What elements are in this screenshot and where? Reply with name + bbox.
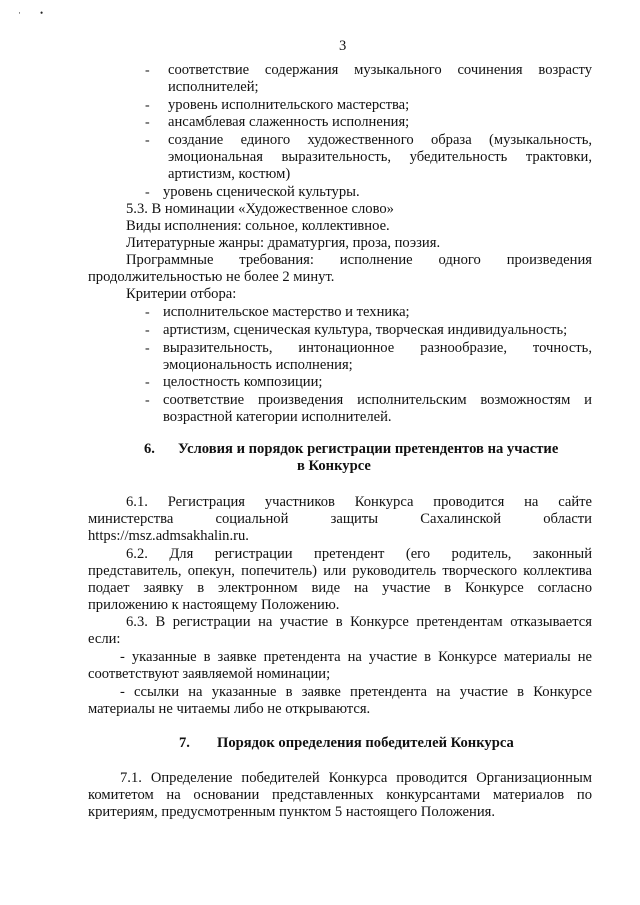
list-dash: -	[145, 185, 150, 200]
paragraph-6-3: 6.3. В регистрации на участие в Конкурсе претендентам отказывается	[126, 614, 592, 630]
section-number: 7.	[179, 735, 190, 751]
paragraph-7-1: 7.1. Определение победителей Конкурса проводится Организационным	[120, 770, 592, 786]
scan-mark: •	[40, 8, 44, 18]
paragraph-6-1-line: министерства социальной защиты Сахалинской области	[88, 511, 592, 527]
program-requirements-continuation: продолжительностью не более 2 минут.	[88, 269, 335, 285]
criteria-title: Критерии отбора:	[126, 286, 237, 302]
list-dash: -	[145, 98, 150, 113]
refusal-reason: - указанные в заявке претендента на участие в Конкурсе материалы не	[120, 649, 592, 665]
list-dash: -	[145, 63, 150, 78]
literary-genres: Литературные жанры: драматургия, проза, поэзия.	[126, 235, 441, 251]
list-dash: -	[145, 305, 150, 320]
list-dash: -	[145, 341, 150, 356]
list-dash: -	[145, 393, 150, 408]
section-heading-continuation: в Конкурсе	[297, 458, 371, 474]
list-item: уровень исполнительского мастерства;	[168, 97, 410, 113]
refusal-reason-line: соответствуют заявляемой номинации;	[88, 666, 331, 682]
section-number: 6.	[144, 441, 155, 457]
list-dash: -	[145, 115, 150, 130]
paragraph-6-2-line: подает заявку в электронном виде на участие в Конкурсе согласно	[88, 580, 592, 596]
list-item-continuation: возрастной категории исполнителей.	[163, 409, 392, 425]
list-dash: -	[145, 375, 150, 390]
list-item: артистизм, сценическая культура, творческая индивидуальность;	[163, 322, 568, 338]
list-item-continuation: эмоциональная выразительность, убедительность трактовки,	[168, 149, 592, 165]
performance-types: Виды исполнения: сольное, коллективное.	[126, 218, 390, 234]
list-item-continuation: исполнителей;	[168, 79, 259, 95]
paragraph-6-1: 6.1. Регистрация участников Конкурса проводится на сайте	[126, 494, 592, 510]
paragraph-6-2-line: представитель, опекун, попечитель) или руководитель творческого коллектива	[88, 563, 592, 579]
list-item: уровень сценической культуры.	[163, 184, 360, 200]
page-number: 3	[339, 38, 347, 54]
refusal-reason-line: материалы не читаемы либо не открываются.	[88, 701, 371, 717]
list-item-continuation: эмоциональность исполнения;	[163, 357, 353, 373]
website-url: https://msz.admsakhalin.ru.	[88, 528, 249, 544]
list-dash: -	[145, 133, 150, 148]
list-item: соответствие произведения исполнительским возможностям и	[163, 392, 592, 408]
list-item: целостность композиции;	[163, 374, 323, 390]
list-item: создание единого художественного образа (музыкальность,	[168, 132, 592, 148]
list-item-continuation: артистизм, костюм)	[168, 166, 291, 182]
scan-mark: ·	[18, 8, 21, 18]
list-dash: -	[145, 323, 150, 338]
section-heading: Условия и порядок регистрации претендентов на участие	[178, 441, 559, 457]
paragraph-6-3-line: если:	[88, 631, 121, 647]
nomination-heading: 5.3. В номинации «Художественное слово»	[126, 201, 394, 217]
paragraph-7-1-line: критериям, предусмотренным пунктом 5 настоящего Положения.	[88, 804, 495, 820]
list-item: исполнительское мастерство и техника;	[163, 304, 410, 320]
list-item: выразительность, интонационное разнообразие, точность,	[163, 340, 592, 356]
program-requirements: Программные требования: исполнение одного произведения	[126, 252, 592, 268]
list-item: ансамблевая слаженность исполнения;	[168, 114, 410, 130]
paragraph-7-1-line: комитетом на основании представленных конкурсантами материалов по	[88, 787, 592, 803]
section-heading: Порядок определения победителей Конкурса	[217, 735, 514, 751]
list-item: соответствие содержания музыкального сочинения возрасту	[168, 62, 592, 78]
paragraph-6-2-line: приложению к настоящему Положению.	[88, 597, 340, 613]
refusal-reason: - ссылки на указанные в заявке претендента на участие в Конкурсе	[120, 684, 592, 700]
paragraph-6-2: 6.2. Для регистрации претендент (его родитель, законный	[126, 546, 592, 562]
